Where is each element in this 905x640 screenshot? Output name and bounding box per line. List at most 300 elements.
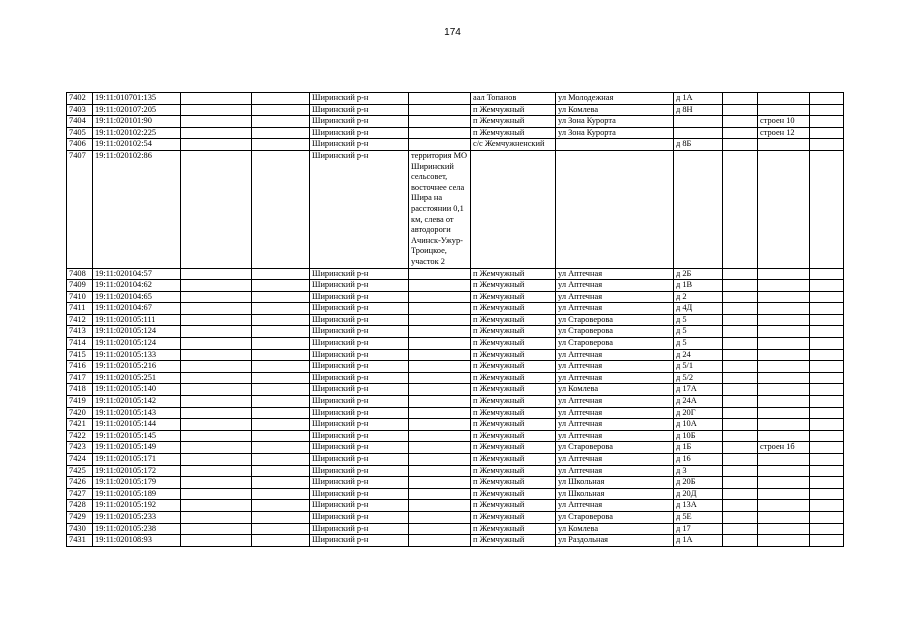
cell-description (409, 430, 471, 442)
cell-empty (252, 326, 310, 338)
cell-district: Ширинский р-н (310, 384, 409, 396)
cell-street: ул Аптечная (556, 454, 674, 466)
cell-district: Ширинский р-н (310, 361, 409, 373)
cell-empty (252, 93, 310, 105)
cell-cadastral-number: 19:11:020105:111 (93, 314, 181, 326)
cell-empty (723, 407, 758, 419)
cell-empty (723, 349, 758, 361)
table-row (67, 93, 844, 105)
cell-empty (723, 430, 758, 442)
cell-locality: п Жемчужный (471, 384, 556, 396)
cell-row-number: 7427 (67, 488, 93, 500)
cell-cadastral-number: 19:11:010701:135 (93, 93, 181, 105)
cell-street: ул Аптечная (556, 349, 674, 361)
cell-empty (810, 419, 844, 431)
cell-row-number: 7413 (67, 326, 93, 338)
cell-description (409, 93, 471, 105)
cell-empty (252, 430, 310, 442)
cell-empty (181, 349, 252, 361)
table-row (67, 338, 844, 350)
cell-building (758, 384, 810, 396)
cell-description (409, 535, 471, 547)
cell-district: Ширинский р-н (310, 291, 409, 303)
cell-district: Ширинский р-н (310, 419, 409, 431)
cell-description (409, 465, 471, 477)
cell-house (674, 150, 723, 268)
cell-cadastral-number: 19:11:020105:233 (93, 511, 181, 523)
cell-empty (810, 93, 844, 105)
cell-row-number: 7418 (67, 384, 93, 396)
cell-row-number: 7402 (67, 93, 93, 105)
cell-empty (810, 535, 844, 547)
cell-house: д 10А (674, 419, 723, 431)
cell-empty (810, 303, 844, 315)
table-row (67, 150, 844, 268)
table-row (67, 314, 844, 326)
cell-row-number: 7423 (67, 442, 93, 454)
cell-empty (810, 116, 844, 128)
cell-empty (252, 361, 310, 373)
cell-house (674, 116, 723, 128)
cell-district: Ширинский р-н (310, 477, 409, 489)
cell-empty (252, 291, 310, 303)
cell-street: ул Староверова (556, 326, 674, 338)
cell-empty (810, 104, 844, 116)
cell-cadastral-number: 19:11:020105:145 (93, 430, 181, 442)
cell-description (409, 127, 471, 139)
cell-description (409, 454, 471, 466)
cell-empty (181, 93, 252, 105)
cell-building (758, 511, 810, 523)
cell-row-number: 7425 (67, 465, 93, 477)
cell-row-number: 7430 (67, 523, 93, 535)
cell-empty (252, 535, 310, 547)
cell-empty (181, 314, 252, 326)
cell-building: строен 1б (758, 442, 810, 454)
cell-empty (181, 139, 252, 151)
cell-street: ул Аптечная (556, 465, 674, 477)
cell-locality: п Жемчужный (471, 523, 556, 535)
cell-district: Ширинский р-н (310, 454, 409, 466)
cell-empty (181, 523, 252, 535)
cell-locality: п Жемчужный (471, 511, 556, 523)
cell-empty (810, 326, 844, 338)
cell-locality: п Жемчужный (471, 349, 556, 361)
cell-description (409, 419, 471, 431)
cell-empty (810, 291, 844, 303)
cell-empty (723, 139, 758, 151)
table-row (67, 535, 844, 547)
cell-empty (723, 500, 758, 512)
cell-empty (181, 303, 252, 315)
cell-empty (723, 419, 758, 431)
cell-empty (810, 396, 844, 408)
cell-empty (723, 93, 758, 105)
cell-street: ул Аптечная (556, 419, 674, 431)
cell-row-number: 7424 (67, 454, 93, 466)
cell-house: д 17 (674, 523, 723, 535)
table-row (67, 511, 844, 523)
cell-empty (181, 419, 252, 431)
cell-building (758, 396, 810, 408)
cell-empty (252, 139, 310, 151)
cell-row-number: 7411 (67, 303, 93, 315)
cell-row-number: 7410 (67, 291, 93, 303)
cell-district: Ширинский р-н (310, 314, 409, 326)
cell-cadastral-number: 19:11:020105:189 (93, 488, 181, 500)
cell-building (758, 93, 810, 105)
cell-empty (723, 291, 758, 303)
cell-cadastral-number: 19:11:020105:149 (93, 442, 181, 454)
cell-empty (723, 280, 758, 292)
cell-house: д 5/1 (674, 361, 723, 373)
cell-row-number: 7421 (67, 419, 93, 431)
cell-row-number: 7408 (67, 268, 93, 280)
cell-locality: п Жемчужный (471, 488, 556, 500)
cell-empty (810, 477, 844, 489)
cell-house: д 5 (674, 338, 723, 350)
table-row (67, 442, 844, 454)
cell-house: д 20Б (674, 477, 723, 489)
cell-row-number: 7428 (67, 500, 93, 512)
cell-row-number: 7415 (67, 349, 93, 361)
cell-district: Ширинский р-н (310, 523, 409, 535)
cell-empty (181, 280, 252, 292)
cell-empty (252, 500, 310, 512)
cell-description (409, 500, 471, 512)
cell-locality: п Жемчужный (471, 303, 556, 315)
cell-empty (810, 523, 844, 535)
cell-locality: п Жемчужный (471, 442, 556, 454)
cell-empty (181, 407, 252, 419)
cell-description: территория МО Ширинский сельсовет, восточнее села Шира на расстоянии 0,1 км, слева от автодороги Ачинск-Ужур-Троицкое, участок 2 (409, 150, 471, 268)
cell-empty (723, 454, 758, 466)
cell-street: ул Зона Курорта (556, 127, 674, 139)
cell-district: Ширинский р-н (310, 396, 409, 408)
table-row (67, 303, 844, 315)
table-row (67, 523, 844, 535)
cell-description (409, 139, 471, 151)
cell-empty (252, 396, 310, 408)
table-row (67, 454, 844, 466)
cell-row-number: 7409 (67, 280, 93, 292)
cell-street: ул Молодежная (556, 93, 674, 105)
cell-empty (810, 127, 844, 139)
cell-empty (252, 314, 310, 326)
cell-house: д 20Г (674, 407, 723, 419)
cell-empty (252, 150, 310, 268)
cell-building (758, 454, 810, 466)
cell-description (409, 523, 471, 535)
cell-cadastral-number: 19:11:020105:171 (93, 454, 181, 466)
cell-house: д 5Е (674, 511, 723, 523)
cell-empty (252, 419, 310, 431)
cell-description (409, 116, 471, 128)
cell-cadastral-number: 19:11:020105:216 (93, 361, 181, 373)
cell-locality: с/с Жемчужненский (471, 139, 556, 151)
cell-street: ул Комлева (556, 523, 674, 535)
table-row (67, 104, 844, 116)
cell-building (758, 430, 810, 442)
cell-building (758, 291, 810, 303)
cell-cadastral-number: 19:11:020105:140 (93, 384, 181, 396)
cell-description (409, 303, 471, 315)
cell-empty (723, 372, 758, 384)
cell-district: Ширинский р-н (310, 139, 409, 151)
cell-empty (723, 396, 758, 408)
cell-description (409, 477, 471, 489)
cell-row-number: 7426 (67, 477, 93, 489)
cell-house: д 24А (674, 396, 723, 408)
table-row (67, 116, 844, 128)
cell-house: д 10Б (674, 430, 723, 442)
cell-empty (723, 127, 758, 139)
table-row (67, 465, 844, 477)
cell-empty (810, 150, 844, 268)
registry-table (66, 92, 844, 547)
cell-empty (723, 116, 758, 128)
cell-empty (723, 465, 758, 477)
cell-cadastral-number: 19:11:020104:57 (93, 268, 181, 280)
cell-house: д 1А (674, 93, 723, 105)
cell-description (409, 384, 471, 396)
cell-district: Ширинский р-н (310, 127, 409, 139)
cell-description (409, 407, 471, 419)
table-row (67, 280, 844, 292)
cell-street: ул Аптечная (556, 430, 674, 442)
table-row (67, 268, 844, 280)
cell-cadastral-number: 19:11:020105:238 (93, 523, 181, 535)
page-number: 174 (444, 27, 461, 38)
cell-empty (810, 465, 844, 477)
cell-house (674, 127, 723, 139)
cell-empty (181, 127, 252, 139)
cell-locality: п Жемчужный (471, 477, 556, 489)
cell-empty (181, 291, 252, 303)
cell-cadastral-number: 19:11:020104:67 (93, 303, 181, 315)
cell-empty (252, 442, 310, 454)
cell-building (758, 419, 810, 431)
cell-empty (810, 372, 844, 384)
cell-locality: п Жемчужный (471, 454, 556, 466)
table-row (67, 372, 844, 384)
cell-building (758, 338, 810, 350)
cell-cadastral-number: 19:11:020105:143 (93, 407, 181, 419)
cell-empty (181, 338, 252, 350)
cell-empty (723, 303, 758, 315)
cell-house: д 5 (674, 314, 723, 326)
cell-empty (181, 535, 252, 547)
cell-empty (181, 430, 252, 442)
cell-empty (810, 407, 844, 419)
cell-row-number: 7417 (67, 372, 93, 384)
cell-locality (471, 150, 556, 268)
cell-row-number: 7420 (67, 407, 93, 419)
cell-empty (181, 488, 252, 500)
cell-building (758, 523, 810, 535)
cell-locality: п Жемчужный (471, 361, 556, 373)
cell-building: строен 12 (758, 127, 810, 139)
cell-description (409, 326, 471, 338)
cell-district: Ширинский р-н (310, 511, 409, 523)
cell-building (758, 500, 810, 512)
cell-cadastral-number: 19:11:020105:144 (93, 419, 181, 431)
cell-empty (810, 488, 844, 500)
cell-description (409, 361, 471, 373)
cell-building (758, 326, 810, 338)
cell-empty (723, 268, 758, 280)
cell-description (409, 488, 471, 500)
cell-district: Ширинский р-н (310, 326, 409, 338)
cell-empty (181, 477, 252, 489)
cell-empty (810, 384, 844, 396)
cell-row-number: 7412 (67, 314, 93, 326)
cell-empty (810, 139, 844, 151)
cell-locality: п Жемчужный (471, 280, 556, 292)
cell-district: Ширинский р-н (310, 104, 409, 116)
cell-row-number: 7414 (67, 338, 93, 350)
cell-street: ул Аптечная (556, 500, 674, 512)
cell-empty (252, 488, 310, 500)
cell-street: ул Староверова (556, 314, 674, 326)
table-row (67, 291, 844, 303)
cell-empty (252, 104, 310, 116)
cell-cadastral-number: 19:11:020105:179 (93, 477, 181, 489)
cell-building (758, 361, 810, 373)
cell-street: ул Раздольная (556, 535, 674, 547)
cell-empty (181, 396, 252, 408)
cell-empty (810, 500, 844, 512)
cell-district: Ширинский р-н (310, 407, 409, 419)
cell-description (409, 349, 471, 361)
cell-street: ул Школьная (556, 477, 674, 489)
cell-house: д 1Б (674, 442, 723, 454)
cell-street: ул Аптечная (556, 396, 674, 408)
cell-empty (723, 338, 758, 350)
cell-locality: п Жемчужный (471, 291, 556, 303)
cell-empty (181, 150, 252, 268)
cell-house: д 1А (674, 535, 723, 547)
cell-empty (181, 511, 252, 523)
cell-house: д 17А (674, 384, 723, 396)
cell-house: д 1В (674, 280, 723, 292)
cell-house: д 16 (674, 454, 723, 466)
cell-building (758, 465, 810, 477)
cell-street: ул Аптечная (556, 303, 674, 315)
cell-description (409, 268, 471, 280)
cell-empty (723, 535, 758, 547)
cell-cadastral-number: 19:11:020107:205 (93, 104, 181, 116)
cell-building (758, 104, 810, 116)
cell-locality: п Жемчужный (471, 326, 556, 338)
table-row (67, 326, 844, 338)
cell-locality: п Жемчужный (471, 419, 556, 431)
cell-empty (723, 488, 758, 500)
cell-description (409, 314, 471, 326)
cell-empty (810, 314, 844, 326)
cell-empty (252, 477, 310, 489)
cell-house: д 8Н (674, 104, 723, 116)
cell-building (758, 477, 810, 489)
cell-street (556, 139, 674, 151)
cell-empty (181, 104, 252, 116)
cell-building (758, 150, 810, 268)
cell-street: ул Школьная (556, 488, 674, 500)
cell-description (409, 511, 471, 523)
cell-street: ул Аптечная (556, 268, 674, 280)
cell-description (409, 291, 471, 303)
cell-house: д 2 (674, 291, 723, 303)
cell-house: д 13А (674, 500, 723, 512)
cell-empty (723, 314, 758, 326)
cell-row-number: 7404 (67, 116, 93, 128)
cell-empty (181, 116, 252, 128)
cell-row-number: 7406 (67, 139, 93, 151)
cell-empty (252, 407, 310, 419)
cell-empty (810, 268, 844, 280)
cell-empty (181, 326, 252, 338)
cell-district: Ширинский р-н (310, 500, 409, 512)
cell-row-number: 7422 (67, 430, 93, 442)
cell-empty (181, 268, 252, 280)
cell-locality: п Жемчужный (471, 407, 556, 419)
cell-empty (181, 372, 252, 384)
cell-building (758, 488, 810, 500)
cell-empty (723, 523, 758, 535)
cell-house: д 5 (674, 326, 723, 338)
cell-row-number: 7407 (67, 150, 93, 268)
cell-cadastral-number: 19:11:020104:62 (93, 280, 181, 292)
cell-locality: п Жемчужный (471, 104, 556, 116)
cell-empty (723, 511, 758, 523)
cell-locality: п Жемчужный (471, 535, 556, 547)
cell-empty (810, 454, 844, 466)
cell-empty (181, 454, 252, 466)
table-row (67, 396, 844, 408)
cell-empty (723, 326, 758, 338)
cell-empty (181, 465, 252, 477)
cell-street: ул Зона Курорта (556, 116, 674, 128)
cell-building (758, 139, 810, 151)
cell-description (409, 442, 471, 454)
cell-district: Ширинский р-н (310, 535, 409, 547)
cell-empty (723, 104, 758, 116)
cell-empty (252, 384, 310, 396)
cell-locality: п Жемчужный (471, 338, 556, 350)
cell-locality: п Жемчужный (471, 372, 556, 384)
cell-locality: п Жемчужный (471, 396, 556, 408)
cell-row-number: 7431 (67, 535, 93, 547)
cell-street: ул Аптечная (556, 280, 674, 292)
cell-row-number: 7429 (67, 511, 93, 523)
cell-district: Ширинский р-н (310, 303, 409, 315)
cell-empty (181, 361, 252, 373)
cell-cadastral-number: 19:11:020105:133 (93, 349, 181, 361)
cell-district: Ширинский р-н (310, 349, 409, 361)
table-row (67, 430, 844, 442)
cell-house: д 4Д (674, 303, 723, 315)
cell-street: ул Староверова (556, 511, 674, 523)
cell-house: д 20Д (674, 488, 723, 500)
table-row (67, 500, 844, 512)
cell-cadastral-number: 19:11:020102:54 (93, 139, 181, 151)
cell-cadastral-number: 19:11:020102:86 (93, 150, 181, 268)
table-row (67, 407, 844, 419)
table-row (67, 139, 844, 151)
cell-district: Ширинский р-н (310, 338, 409, 350)
cell-row-number: 7419 (67, 396, 93, 408)
cell-building (758, 268, 810, 280)
